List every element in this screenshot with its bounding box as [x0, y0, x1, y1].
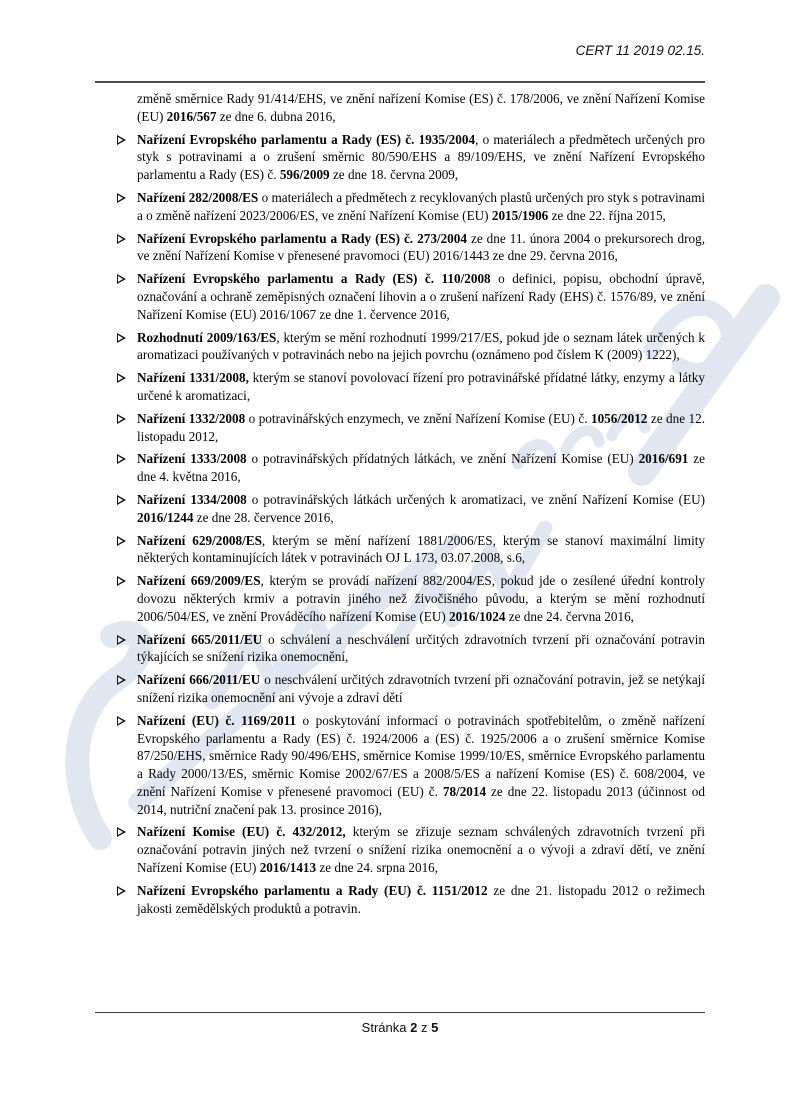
- regulation-number-bold: Nařízení 1334/2008: [137, 491, 247, 507]
- regulation-text-run: změně směrnice Rady 91/414/EHS, ve znění nařízení Komise (ES) č. 178/2006, ve znění Nařízení Komise (EU): [137, 91, 705, 124]
- arrowhead-right-icon: [117, 495, 126, 505]
- regulation-number-bold: Nařízení Evropského parlamentu a Rady (EU) č. 1151/2012: [137, 882, 488, 898]
- regulation-text-run: o poskytování informací o potravinách spotřebitelům, o změně nařízení Evropského parlamentu a Rady (ES) č. 1924/2006 a (ES) č. 1925/2006 a o zrušení směrnice Komise 87/250/EHS, směrnice Rady 90/496/EHS, směrnice Komise 1999/10/ES, směrnice Evropského parlamentu a Rady 2000/13/ES, směrnic Komise 2002/67/ES a 2008/5/ES a nařízení Komise (ES) č. 608/2004, ve znění Nařízení Komise v přenesené pravomoci (EU) č.: [137, 712, 705, 799]
- regulation-item: [137, 491, 705, 527]
- regulation-number-bold: Nařízení 629/2008/ES: [137, 532, 262, 548]
- regulation-number-bold: Nařízení 282/2008/ES: [137, 189, 259, 205]
- page-number-current: 2: [410, 1020, 418, 1035]
- regulation-item: [137, 532, 705, 568]
- regulation-text: [137, 713, 705, 817]
- regulation-item: [137, 882, 705, 918]
- regulation-text: [137, 330, 705, 363]
- regulation-text: [137, 883, 705, 916]
- regulation-text: [137, 632, 705, 665]
- intro-paragraph: [137, 90, 705, 126]
- arrowhead-right-icon: [117, 454, 126, 464]
- regulation-text: [137, 824, 705, 875]
- regulation-item: [137, 671, 705, 707]
- regulation-text: [137, 672, 705, 705]
- arrowhead-right-icon: [117, 274, 126, 284]
- arrowhead-right-icon: [117, 886, 126, 896]
- regulation-number-bold: 2016/1413: [259, 860, 317, 876]
- regulation-number-bold: Nařízení 1332/2008: [137, 410, 246, 426]
- regulation-text-run: o definici, popisu, obchodní úpravě, označování a ochraně zeměpisných označení lihovin a o zrušení nařízení Rady (EHS) č. 1576/89, ve znění Nařízení Komise (EU) 2016/1067 ze dne 1. července 2016,: [137, 271, 705, 322]
- regulation-text: [137, 451, 705, 484]
- regulation-list: [137, 90, 705, 922]
- regulation-item: [137, 631, 705, 667]
- arrowhead-right-icon: [117, 135, 126, 145]
- regulation-number-bold: 596/2009: [279, 167, 330, 183]
- regulation-text-run: ze dne 12. listopadu 2012,: [137, 410, 705, 444]
- page-number-prefix: Stránka: [361, 1020, 407, 1035]
- regulation-text: [137, 271, 705, 322]
- regulation-text-run: ze dne 18. června 2009,: [329, 167, 459, 183]
- regulation-number-bold: Rozhodnutí 2009/163/ES: [137, 329, 277, 345]
- regulation-text-run: ze dne 6. dubna 2016,: [216, 108, 336, 124]
- header-divider: [95, 81, 705, 83]
- regulation-number-bold: 78/2014: [442, 783, 487, 799]
- arrowhead-right-icon: [117, 234, 126, 244]
- regulation-item: [137, 131, 705, 184]
- regulation-text-run: o materiálech a předmětech z recyklovaných plastů určených pro styk s potravinami a o změně nařízení 2023/2006/ES, ve znění Nařízení Komise (EU): [137, 189, 706, 223]
- regulation-item: [137, 329, 705, 365]
- arrowhead-right-icon: [117, 675, 126, 685]
- page-number-separator: z: [420, 1020, 428, 1035]
- regulation-item: [137, 230, 705, 266]
- regulation-number-bold: Nařízení (EU) č. 1169/2011: [137, 712, 297, 728]
- regulation-number-bold: 2016/1244: [137, 509, 194, 525]
- arrowhead-right-icon: [117, 333, 126, 343]
- regulation-text-run: ze dne 24. června 2016,: [505, 608, 634, 624]
- regulation-text-run: o neschválení určitých zdravotních tvrzení při označování potravin, jež se netýkají snížení rizika onemocnění ani vývoje a zdraví dětí: [137, 672, 705, 705]
- regulation-item: [137, 270, 705, 323]
- regulation-text: [137, 190, 705, 223]
- regulation-text-run: o potravinářských přídatných látkách, ve znění Nařízení Komise (EU): [246, 451, 639, 467]
- regulation-number-bold: 2016/1024: [449, 608, 506, 624]
- regulation-item: [137, 450, 705, 486]
- regulation-number-bold: 1056/2012: [590, 410, 648, 426]
- regulation-number-bold: 2015/1906: [491, 207, 549, 223]
- regulation-text-run: ze dne 21. listopadu 2012 o režimech jakosti zemědělských produktů a potravin.: [137, 882, 705, 916]
- document-code: CERT 11 2019 02.15.: [575, 43, 705, 58]
- regulation-text-run: , kterým se mění rozhodnutí 1999/217/ES, pokud jde o seznam látek určených k aromatizaci používaných v potravinách nebo na jejich povrchu (oznámeno pod číslem K (2009) 1222),: [137, 329, 705, 363]
- regulation-text: [137, 370, 705, 403]
- regulation-text-run: ze dne 4. května 2016,: [137, 451, 705, 485]
- regulation-number-bold: Nařízení 665/2011/EU: [137, 631, 263, 647]
- arrowhead-right-icon: [117, 827, 126, 837]
- page-number-total: 5: [431, 1020, 439, 1035]
- arrowhead-right-icon: [117, 536, 126, 546]
- arrowhead-right-icon: [117, 414, 126, 424]
- regulation-text-run: , kterým se mění nařízení 1881/2006/ES, kterým se stanoví maximální limity některých kontaminujících látek v potravinách OJ L 173, 03.07.2008, s.6,: [137, 532, 705, 566]
- regulation-text: [137, 492, 705, 525]
- regulation-number-bold: 2016/567: [166, 108, 217, 124]
- regulation-text: [137, 533, 705, 566]
- regulation-number-bold: Nařízení 1333/2008: [137, 451, 247, 467]
- regulation-text-run: o potravinářských látkách určených k aromatizaci, ve znění Nařízení Komise (EU): [246, 491, 705, 507]
- regulation-item: [137, 189, 705, 225]
- regulation-text-run: ze dne 24. srpna 2016,: [316, 860, 439, 876]
- regulation-text: [137, 411, 705, 444]
- regulation-item: [137, 369, 705, 405]
- regulation-number-bold: Nařízení Komise (EU) č. 432/2012,: [137, 824, 346, 840]
- regulation-number-bold: 2016/691: [638, 451, 689, 467]
- regulation-text-run: ze dne 28. července 2016,: [193, 509, 334, 525]
- regulation-text-run: ze dne 11. února 2004 o prekursorech drog, ve znění Nařízení Komise v přenesené pravomoci (EU) 2016/1443 ze dne 29. června 2016,: [137, 230, 705, 264]
- regulation-text-run: ze dne 22. listopadu 2013 (účinnost od 2014, nutriční značení pak 13. prosince 2016),: [137, 783, 705, 817]
- regulation-text: [137, 132, 705, 183]
- arrowhead-right-icon: [117, 576, 126, 586]
- regulation-number-bold: Nařízení Evropského parlamentu a Rady (ES) č. 1935/2004: [137, 131, 476, 147]
- regulation-number-bold: Nařízení Evropského parlamentu a Rady (ES) č. 273/2004: [137, 230, 467, 246]
- regulation-text-run: o schválení a neschválení určitých zdravotních tvrzení při označování potravin týkajících se snížení rizika onemocnění,: [137, 631, 705, 665]
- regulation-number-bold: Nařízení 1331/2008,: [137, 370, 249, 386]
- regulation-text: [137, 231, 705, 264]
- page-number: [0, 1020, 800, 1035]
- regulation-text-run: , kterým se provádí nařízení 882/2004/ES, pokud jde o zesílené úřední kontroly dovozu některých krmiv a potravin jiného než živočišného původu, a kterým se mění rozhodnutí 2006/504/ES, ve znění Prováděcího nařízení Komise (EU): [137, 573, 705, 624]
- regulation-text-run: , o materiálech a předmětech určených pro styk s potravinami a o zrušení směrnic 80/590/EHS a 89/109/EHS, ve znění Nařízení Evropského parlamentu a Rady (ES) č.: [137, 131, 705, 183]
- arrowhead-right-icon: [117, 716, 126, 726]
- regulation-item: [137, 572, 705, 625]
- regulation-text-run: kterým se stanoví povolovací řízení pro potravinářské přídatné látky, enzymy a látky určené k aromatizaci,: [137, 370, 705, 403]
- regulation-text: [137, 573, 705, 624]
- regulation-item: [137, 823, 705, 876]
- regulation-text-run: o potravinářských enzymech, ve znění Nařízení Komise (EU) č.: [245, 410, 591, 426]
- regulation-number-bold: Nařízení Evropského parlamentu a Rady (ES) č. 110/2008: [137, 271, 491, 287]
- arrowhead-right-icon: [117, 193, 126, 203]
- regulation-text-run: kterým se zřizuje seznam schválených zdravotních tvrzení při označování potravin jiných než tvrzení o snížení rizika onemocnění a o vývoji a zdraví dětí, ve znění Nařízení Komise (EU): [137, 824, 705, 876]
- regulation-text-run: ze dne 22. října 2015,: [548, 207, 666, 223]
- arrowhead-right-icon: [117, 373, 126, 383]
- regulation-item: [137, 410, 705, 446]
- arrowhead-right-icon: [117, 635, 126, 645]
- footer-divider: [95, 1012, 705, 1013]
- regulation-number-bold: Nařízení 669/2009/ES: [137, 573, 261, 589]
- regulation-item: [137, 712, 705, 819]
- regulation-number-bold: Nařízení 666/2011/EU: [137, 672, 261, 688]
